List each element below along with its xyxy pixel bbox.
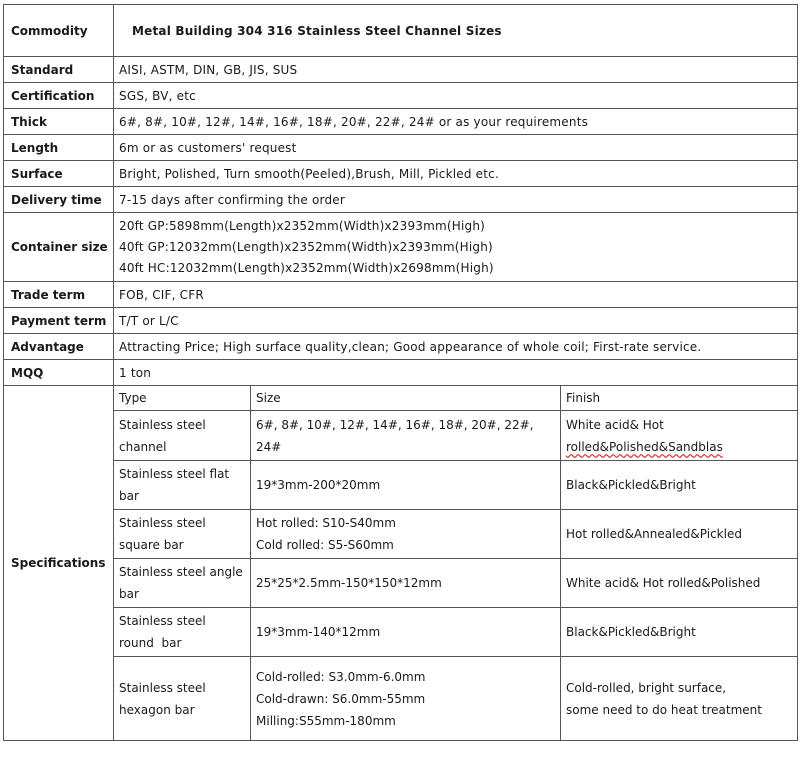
spec-size — [251, 657, 561, 741]
spec-size — [251, 608, 561, 657]
row-thick — [4, 109, 798, 135]
container-value — [114, 213, 798, 282]
spec-finish-line: Cold-rolled, bright surface, — [566, 680, 727, 695]
delivery-label: Delivery time — [4, 187, 114, 213]
spec-type-line: Stainless steel flat — [119, 467, 230, 481]
container-line: 20ft GP:5898mm(Length)x2352mm(Width)x2393mm(High) — [119, 218, 486, 233]
row-container — [4, 213, 798, 282]
spec-row-channel — [4, 411, 798, 461]
certification-label: Certification — [4, 83, 114, 109]
spec-type-line: Stainless steel — [119, 516, 206, 530]
length-label: Length — [4, 135, 114, 161]
spec-row-flat-bar — [4, 461, 798, 510]
row-commodity — [4, 5, 798, 57]
spec-type-line: Stainless steel — [119, 680, 206, 695]
commodity-label: Commodity — [4, 5, 114, 57]
spec-finish-line: rolled&Polished&Sandblas — [566, 439, 723, 454]
spec-size-line: 19*3mm-140*12mm — [256, 625, 381, 639]
spec-size-line: Milling:S55mm-180mm — [256, 713, 396, 728]
spec-finish — [561, 559, 798, 608]
spec-finish — [561, 608, 798, 657]
spec-type — [114, 608, 251, 657]
spec-size — [251, 510, 561, 559]
specs-header-size: Size — [251, 386, 561, 411]
row-mqq — [4, 360, 798, 386]
trade-label: Trade term — [4, 282, 114, 308]
spec-type — [114, 657, 251, 741]
standard-value: AISI, ASTM, DIN, GB, JIS, SUS — [114, 57, 798, 83]
spec-type-line: Stainless steel — [119, 614, 206, 628]
spec-size-line: 6#, 8#, 10#, 12#, 14#, 16#, 18#, 20#, 22#, — [256, 417, 534, 432]
payment-value: T/T or L/C — [114, 308, 798, 334]
spec-type — [114, 461, 251, 510]
spec-row-hexagon-bar — [4, 657, 798, 741]
trade-value: FOB, CIF, CFR — [114, 282, 798, 308]
spec-size — [251, 559, 561, 608]
thick-value: 6#, 8#, 10#, 12#, 14#, 16#, 18#, 20#, 22#, 24# or as your requirements — [114, 109, 798, 135]
spec-row-round-bar — [4, 608, 798, 657]
spec-size-line: 19*3mm-200*20mm — [256, 478, 381, 492]
delivery-value: 7-15 days after confirming the order — [114, 187, 798, 213]
spec-finish-line: Black&Pickled&Bright — [566, 625, 696, 639]
spec-row-angle-bar — [4, 559, 798, 608]
row-length — [4, 135, 798, 161]
spec-finish-line: some need to do heat treatment — [566, 702, 762, 717]
spec-finish-line: White acid& Hot — [566, 417, 664, 432]
spec-size — [251, 461, 561, 510]
spec-finish — [561, 461, 798, 510]
spec-type-line: Stainless steel — [119, 417, 206, 432]
spec-finish-line: Hot rolled&Annealed&Pickled — [566, 527, 742, 541]
surface-value: Bright, Polished, Turn smooth(Peeled),Brush, Mill, Pickled etc. — [114, 161, 798, 187]
commodity-value: Metal Building 304 316 Stainless Steel Channel Sizes — [114, 5, 798, 57]
advantage-value: Attracting Price; High surface quality,clean; Good appearance of whole coil; First-rate service. — [114, 334, 798, 360]
payment-label: Payment term — [4, 308, 114, 334]
spec-finish — [561, 657, 798, 741]
row-trade — [4, 282, 798, 308]
spec-type-line: hexagon bar — [119, 702, 195, 717]
row-payment — [4, 308, 798, 334]
spec-row-square-bar — [4, 510, 798, 559]
spec-size — [251, 411, 561, 461]
spec-type — [114, 510, 251, 559]
spec-size-line: Cold rolled: S5-S60mm — [256, 538, 394, 552]
specs-label: Specifications — [4, 386, 114, 741]
container-line: 40ft GP:12032mm(Length)x2352mm(Width)x2393mm(High) — [119, 239, 493, 254]
thick-label: Thick — [4, 109, 114, 135]
spec-finish-line: White acid& Hot rolled&Polished — [566, 576, 761, 590]
surface-label: Surface — [4, 161, 114, 187]
spec-size-line: 25*25*2.5mm-150*150*12mm — [256, 576, 442, 590]
container-label: Container size — [4, 213, 114, 282]
certification-value: SGS, BV, etc — [114, 83, 798, 109]
spec-size-line: Hot rolled: S10-S40mm — [256, 516, 396, 530]
spec-type — [114, 411, 251, 461]
spec-type-line: bar — [119, 587, 139, 601]
advantage-label: Advantage — [4, 334, 114, 360]
container-line: 40ft HC:12032mm(Length)x2352mm(Width)x2698mm(High) — [119, 260, 494, 275]
spec-type-line: channel — [119, 439, 167, 454]
row-delivery — [4, 187, 798, 213]
specs-header-type: Type — [114, 386, 251, 411]
spec-type-line: bar — [119, 489, 139, 503]
spec-finish-line: Black&Pickled&Bright — [566, 478, 696, 492]
row-advantage — [4, 334, 798, 360]
specs-header-row — [4, 386, 798, 411]
spec-size-line: Cold-rolled: S3.0mm-6.0mm — [256, 669, 426, 684]
spec-size-line: Cold-drawn: S6.0mm-55mm — [256, 691, 426, 706]
length-value: 6m or as customers' request — [114, 135, 798, 161]
spec-finish — [561, 411, 798, 461]
row-standard — [4, 57, 798, 83]
row-surface — [4, 161, 798, 187]
spec-size-line: 24# — [256, 439, 282, 454]
specs-header-finish: Finish — [561, 386, 798, 411]
mqq-label: MQQ — [4, 360, 114, 386]
spec-finish — [561, 510, 798, 559]
spec-type — [114, 559, 251, 608]
row-certification — [4, 83, 798, 109]
standard-label: Standard — [4, 57, 114, 83]
spec-type-line: Stainless steel angle — [119, 565, 243, 579]
mqq-value: 1 ton — [114, 360, 798, 386]
spec-table — [3, 4, 798, 741]
spec-type-line: square bar — [119, 538, 184, 552]
spec-type-line: round bar — [119, 636, 182, 650]
